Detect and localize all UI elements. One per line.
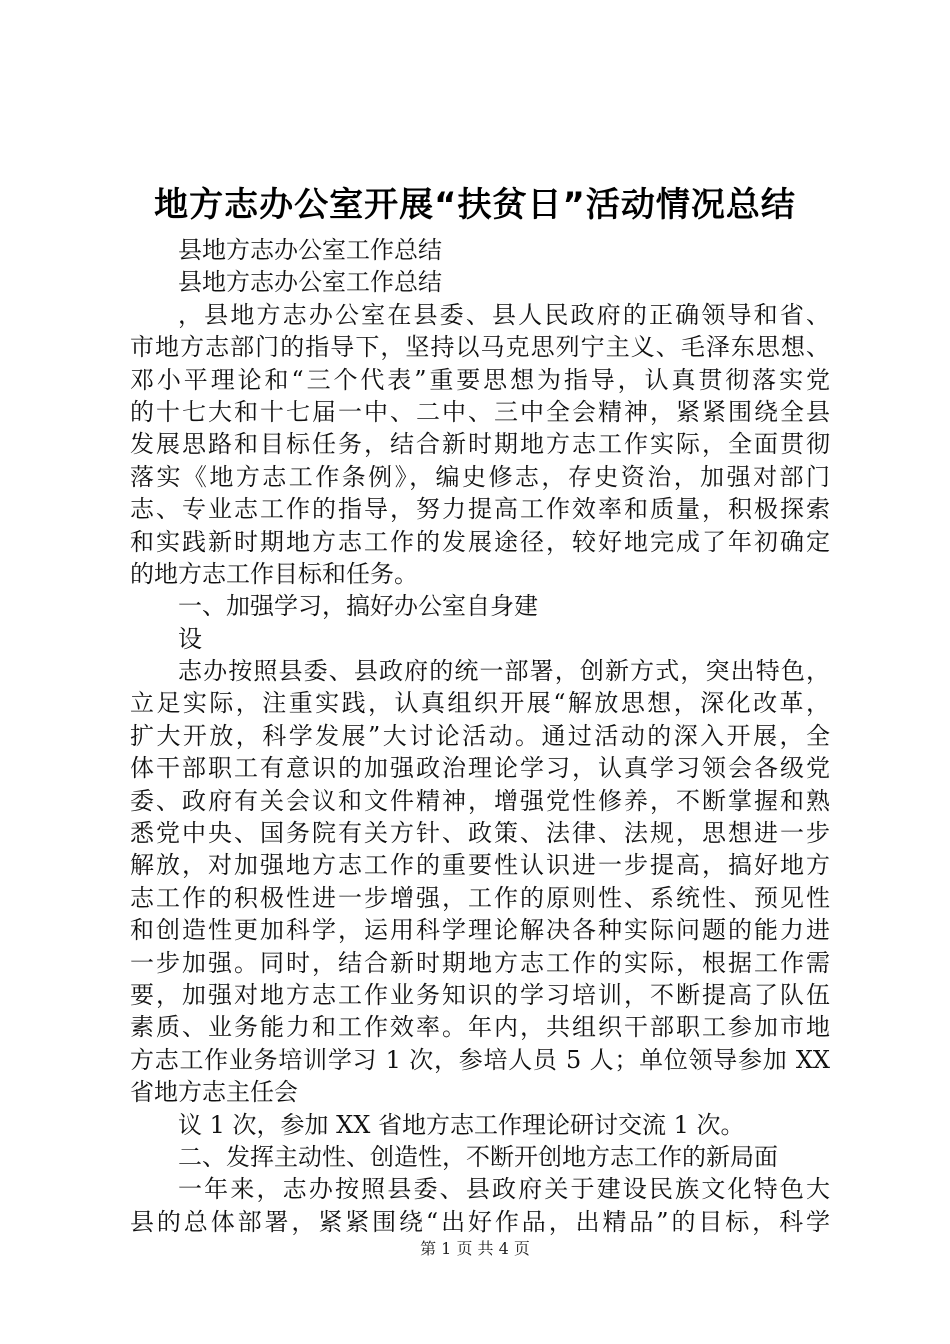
body-line: 县地方志办公室工作总结 (178, 236, 442, 264)
body-line: 和实践新时期地方志工作的发展途径，较好地完成了年初确定 (130, 527, 830, 556)
body-line: 体干部职工有意识的加强政治理论学习，认真学习领会各级党 (130, 754, 830, 783)
body-line: 的地方志工作目标和任务。 (130, 559, 418, 588)
body-line: 素质、业务能力和工作效率。年内，共组织干部职工参加市地 (130, 1013, 830, 1042)
body-line: 一步加强。同时，结合新时期地方志工作的实际，根据工作需 (130, 948, 830, 977)
document-body (130, 234, 830, 1238)
body-line: 县的总体部署，紧紧围绕“出好作品，出精品”的目标，科学 (130, 1207, 830, 1236)
body-line: 市地方志部门的指导下，坚持以马克思列宁主义、毛泽东思想、 (130, 333, 830, 362)
body-line: ，县地方志办公室在县委、县人民政府的正确领导和省、 (178, 300, 830, 329)
body-line: 扩大开放，科学发展”大讨论活动。通过活动的深入开展，全 (130, 721, 830, 750)
body-line: 志、专业志工作的指导，努力提高工作效率和质量，积极探索 (130, 495, 830, 524)
body-line: 发展思路和目标任务，结合新时期地方志工作实际，全面贯彻 (130, 430, 830, 459)
body-line: 二、发挥主动性、创造性，不断开创地方志工作的新局面 (178, 1142, 778, 1171)
body-line: 方志工作业务培训学习 1 次，参培人员 5 人；单位领导参加 XX (130, 1045, 830, 1074)
body-line: 一年来，志办按照县委、县政府关于建设民族文化特色大 (178, 1175, 830, 1204)
body-line: 委、政府有关会议和文件精神，增强党性修养，不断掌握和熟 (130, 786, 830, 815)
body-line: 县地方志办公室工作总结 (178, 268, 442, 297)
body-line: 立足实际，注重实践，认真组织开展“解放思想，深化改革， (130, 689, 830, 718)
body-line: 邓小平理论和“三个代表”重要思想为指导，认真贯彻落实党 (130, 365, 830, 394)
body-line: 一、加强学习，搞好办公室自身建 (178, 592, 538, 621)
body-line: 悉党中央、国务院有关方针、政策、法律、法规，思想进一步 (130, 819, 830, 848)
body-line: 的十七大和十七届一中、二中、三中全会精神，紧紧围绕全县 (130, 397, 830, 426)
body-line: 志办按照县委、县政府的统一部署，创新方式，突出特色， (178, 657, 830, 686)
body-line: 要，加强对地方志工作业务知识的学习培训，不断提高了队伍 (130, 980, 830, 1009)
body-line: 志工作的积极性进一步增强，工作的原则性、系统性、预见性 (130, 883, 830, 912)
body-line: 设 (178, 624, 202, 653)
body-line: 议 1 次，参加 XX 省地方志工作理论研讨交流 1 次。 (178, 1110, 745, 1139)
body-line: 解放，对加强地方志工作的重要性认识进一步提高，搞好地方 (130, 851, 830, 880)
page-footer: 第 1 页 共 4 页 (420, 1239, 530, 1258)
document-title: 地方志办公室开展“扶贫日”活动情况总结 (154, 185, 796, 225)
body-line: 落实《地方志工作条例》，编史修志，存史资治，加强对部门 (130, 462, 830, 491)
body-line: 省地方志主任会 (130, 1078, 298, 1107)
body-line: 和创造性更加科学，运用科学理论解决各种实际问题的能力进 (130, 916, 830, 945)
